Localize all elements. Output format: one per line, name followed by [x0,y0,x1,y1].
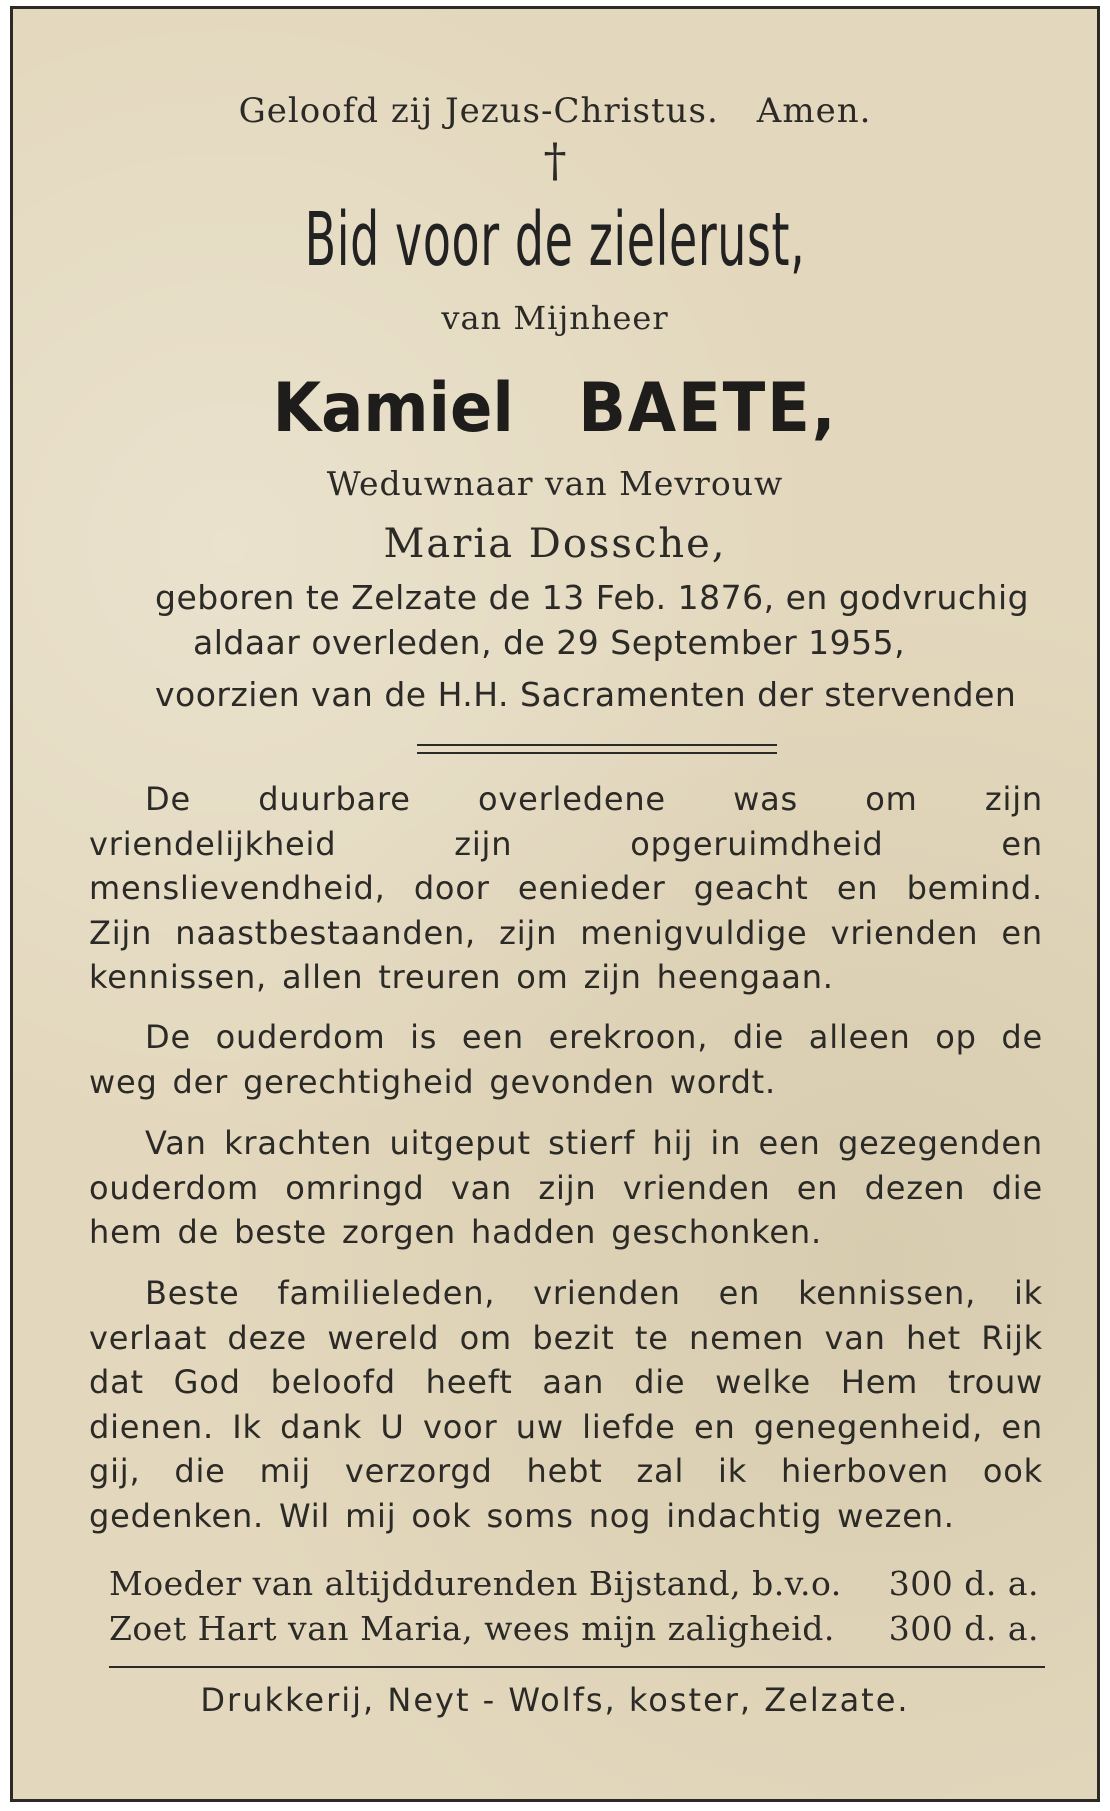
cross-icon: † [543,133,567,187]
memorial-card [10,6,1100,1802]
double-rule-divider [417,744,777,754]
paragraph-text: De duurbare overledene was om zijn vriendelijkheid zijn opgeruimdheid en menslievendheid, door eenieder geacht en bemind. Zijn naastbestaanden, zijn menigvuldige vrienden en kennissen, allen treuren om zijn heengaan. [89,780,1043,996]
indulgence-prayer: Zoet Hart van Maria, wees mijn zaligheid. [109,1609,835,1648]
header-text: Geloofd zij Jezus-Christus. [238,91,719,131]
paragraph-virtues [89,777,1043,1000]
widower-line: Weduwnaar van Mevrouw [326,464,784,503]
paragraph-old-age [89,1015,1043,1104]
paragraph-farewell [89,1271,1043,1538]
deceased-name [56,369,1053,448]
indulgence-days: 300 d. a. [888,1564,1039,1603]
birth-line: geboren te Zelzate de 13 Feb. 1876, en godvruchig [155,578,1030,617]
printer-credit: Drukkerij, Neyt - Wolfs, koster, Zelzate. [200,1681,910,1719]
paragraph-text: Beste familieleden, vrienden en kennissen, ik verlaat deze wereld om bezit te nemen van het Rijk dat God beloofd heeft aan die welke Hem trouw dienen. Ik dank U voor uw liefde en genegenheid, en gij, die mij verzorgd hebt zal ik hierboven ook gedenken. Wil mij ook soms nog indachtig wezen. [89,1274,1043,1535]
spouse-name: Maria Dossche, [383,521,727,567]
paragraph-text: Van krachten uitgeput stierf hij in een gezegenden ouderdom omringd van zijn vrienden en dezen die hem de beste zorgen hadden geschonken. [89,1124,1043,1251]
surname: BAETE, [578,369,838,448]
paragraph-death [89,1121,1043,1255]
header-amen: Amen. [756,91,872,131]
indulgence-days: 300 d. a. [888,1609,1039,1648]
prayer-title: Bid voor de zielerust, [304,197,806,283]
paragraph-text: De ouderdom is een erekroon, die alleen op de weg der gerechtigheid gevonden wordt. [89,1018,1043,1101]
indulgence-prayer: Moeder van altijddurenden Bijstand, b.v.o. [109,1564,842,1603]
footer-rule [109,1666,1045,1668]
address-line: van Mijnheer [441,299,669,337]
death-line: aldaar overleden, de 29 September 1955, [193,623,906,662]
first-name: Kamiel [272,369,514,448]
sacraments-line: voorzien van de H.H. Sacramenten der stervenden [155,675,1017,714]
header-line [13,91,1097,131]
